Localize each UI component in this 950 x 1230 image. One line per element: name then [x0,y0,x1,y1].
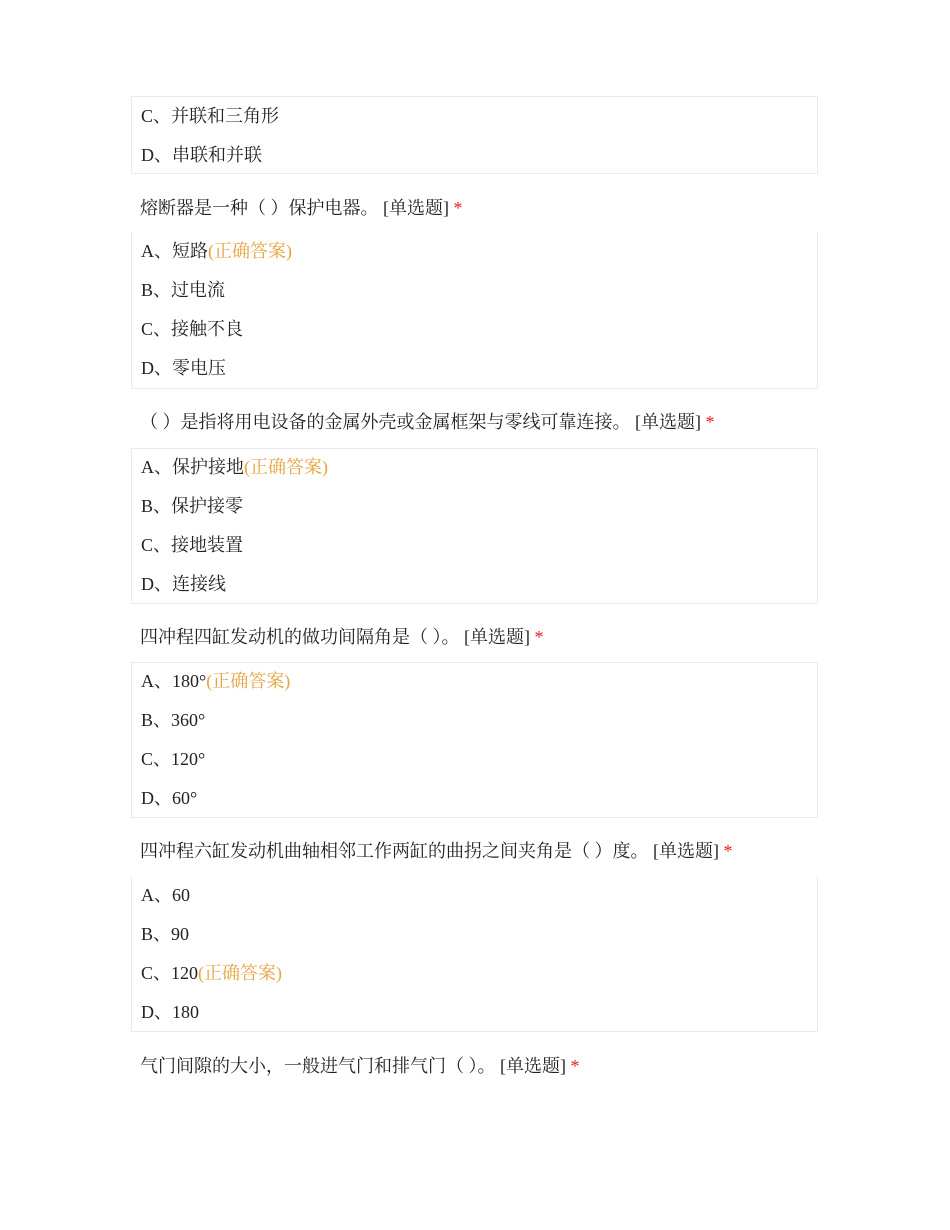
option-d[interactable] [141,788,197,808]
option-b[interactable] [141,496,243,516]
question-text: 四冲程四缸发动机的做功间隔角是（ ）。 [单选题] [140,627,530,647]
option-label: D、串联和并联 [141,145,262,165]
option-b[interactable] [141,280,225,300]
option-label: A、短路 [141,241,208,261]
option-label: A、60 [141,885,190,905]
correct-answer-tag: (正确答案) [198,963,283,983]
option-label: D、180 [141,1002,199,1022]
question-text: 气门间隙的大小，一般进气门和排气门（ ）。 [单选题] [140,1056,566,1076]
option-a[interactable] [141,671,290,691]
question-title [140,627,544,647]
option-d[interactable] [141,574,226,594]
question-title [140,841,733,861]
option-a[interactable] [141,885,190,905]
option-d[interactable] [141,358,226,378]
options-box-q3 [131,662,818,818]
required-mark: * [453,198,463,218]
options-box-q0 [131,96,818,174]
required-mark: * [534,627,544,647]
option-d[interactable] [141,1002,199,1022]
option-b[interactable] [141,710,205,730]
option-label: C、接触不良 [141,319,244,339]
option-label: B、90 [141,924,190,944]
option-c[interactable] [141,106,279,126]
correct-answer-tag: (正确答案) [206,671,291,691]
question-text: 四冲程六缸发动机曲轴相邻工作两缸的曲拐之间夹角是（ ）度。 [单选题] [140,841,719,861]
option-b[interactable] [141,924,189,944]
question-title [140,1056,580,1076]
option-c[interactable] [141,963,282,983]
option-label: C、并联和三角形 [141,106,280,126]
options-box-q1 [131,232,818,389]
option-label: B、保护接零 [141,496,244,516]
question-text: （ ）是指将用电设备的金属外壳或金属框架与零线可靠连接。 [单选题] [140,412,701,432]
options-box-q2 [131,448,818,604]
required-mark: * [723,841,733,861]
option-label: C、120 [141,963,199,983]
option-label: D、连接线 [141,574,226,594]
option-c[interactable] [141,749,205,769]
option-label: D、60° [141,788,198,808]
question-text: 熔断器是一种（ ）保护电器。 [单选题] [140,198,449,218]
option-label: D、零电压 [141,358,226,378]
options-box-q4 [131,876,818,1032]
question-title [140,198,463,218]
option-label: B、过电流 [141,280,226,300]
option-c[interactable] [141,535,243,555]
option-label: B、360° [141,710,206,730]
option-d[interactable] [141,145,262,165]
option-a[interactable] [141,241,292,261]
option-a[interactable] [141,457,328,477]
correct-answer-tag: (正确答案) [208,241,292,261]
required-mark: * [570,1056,580,1076]
option-label: A、保护接地 [141,457,244,477]
option-label: C、120° [141,749,206,769]
option-label: C、接地装置 [141,535,244,555]
required-mark: * [705,412,715,432]
option-label: A、180° [141,671,207,691]
correct-answer-tag: (正确答案) [244,457,328,477]
question-title [140,412,715,432]
option-c[interactable] [141,319,243,339]
